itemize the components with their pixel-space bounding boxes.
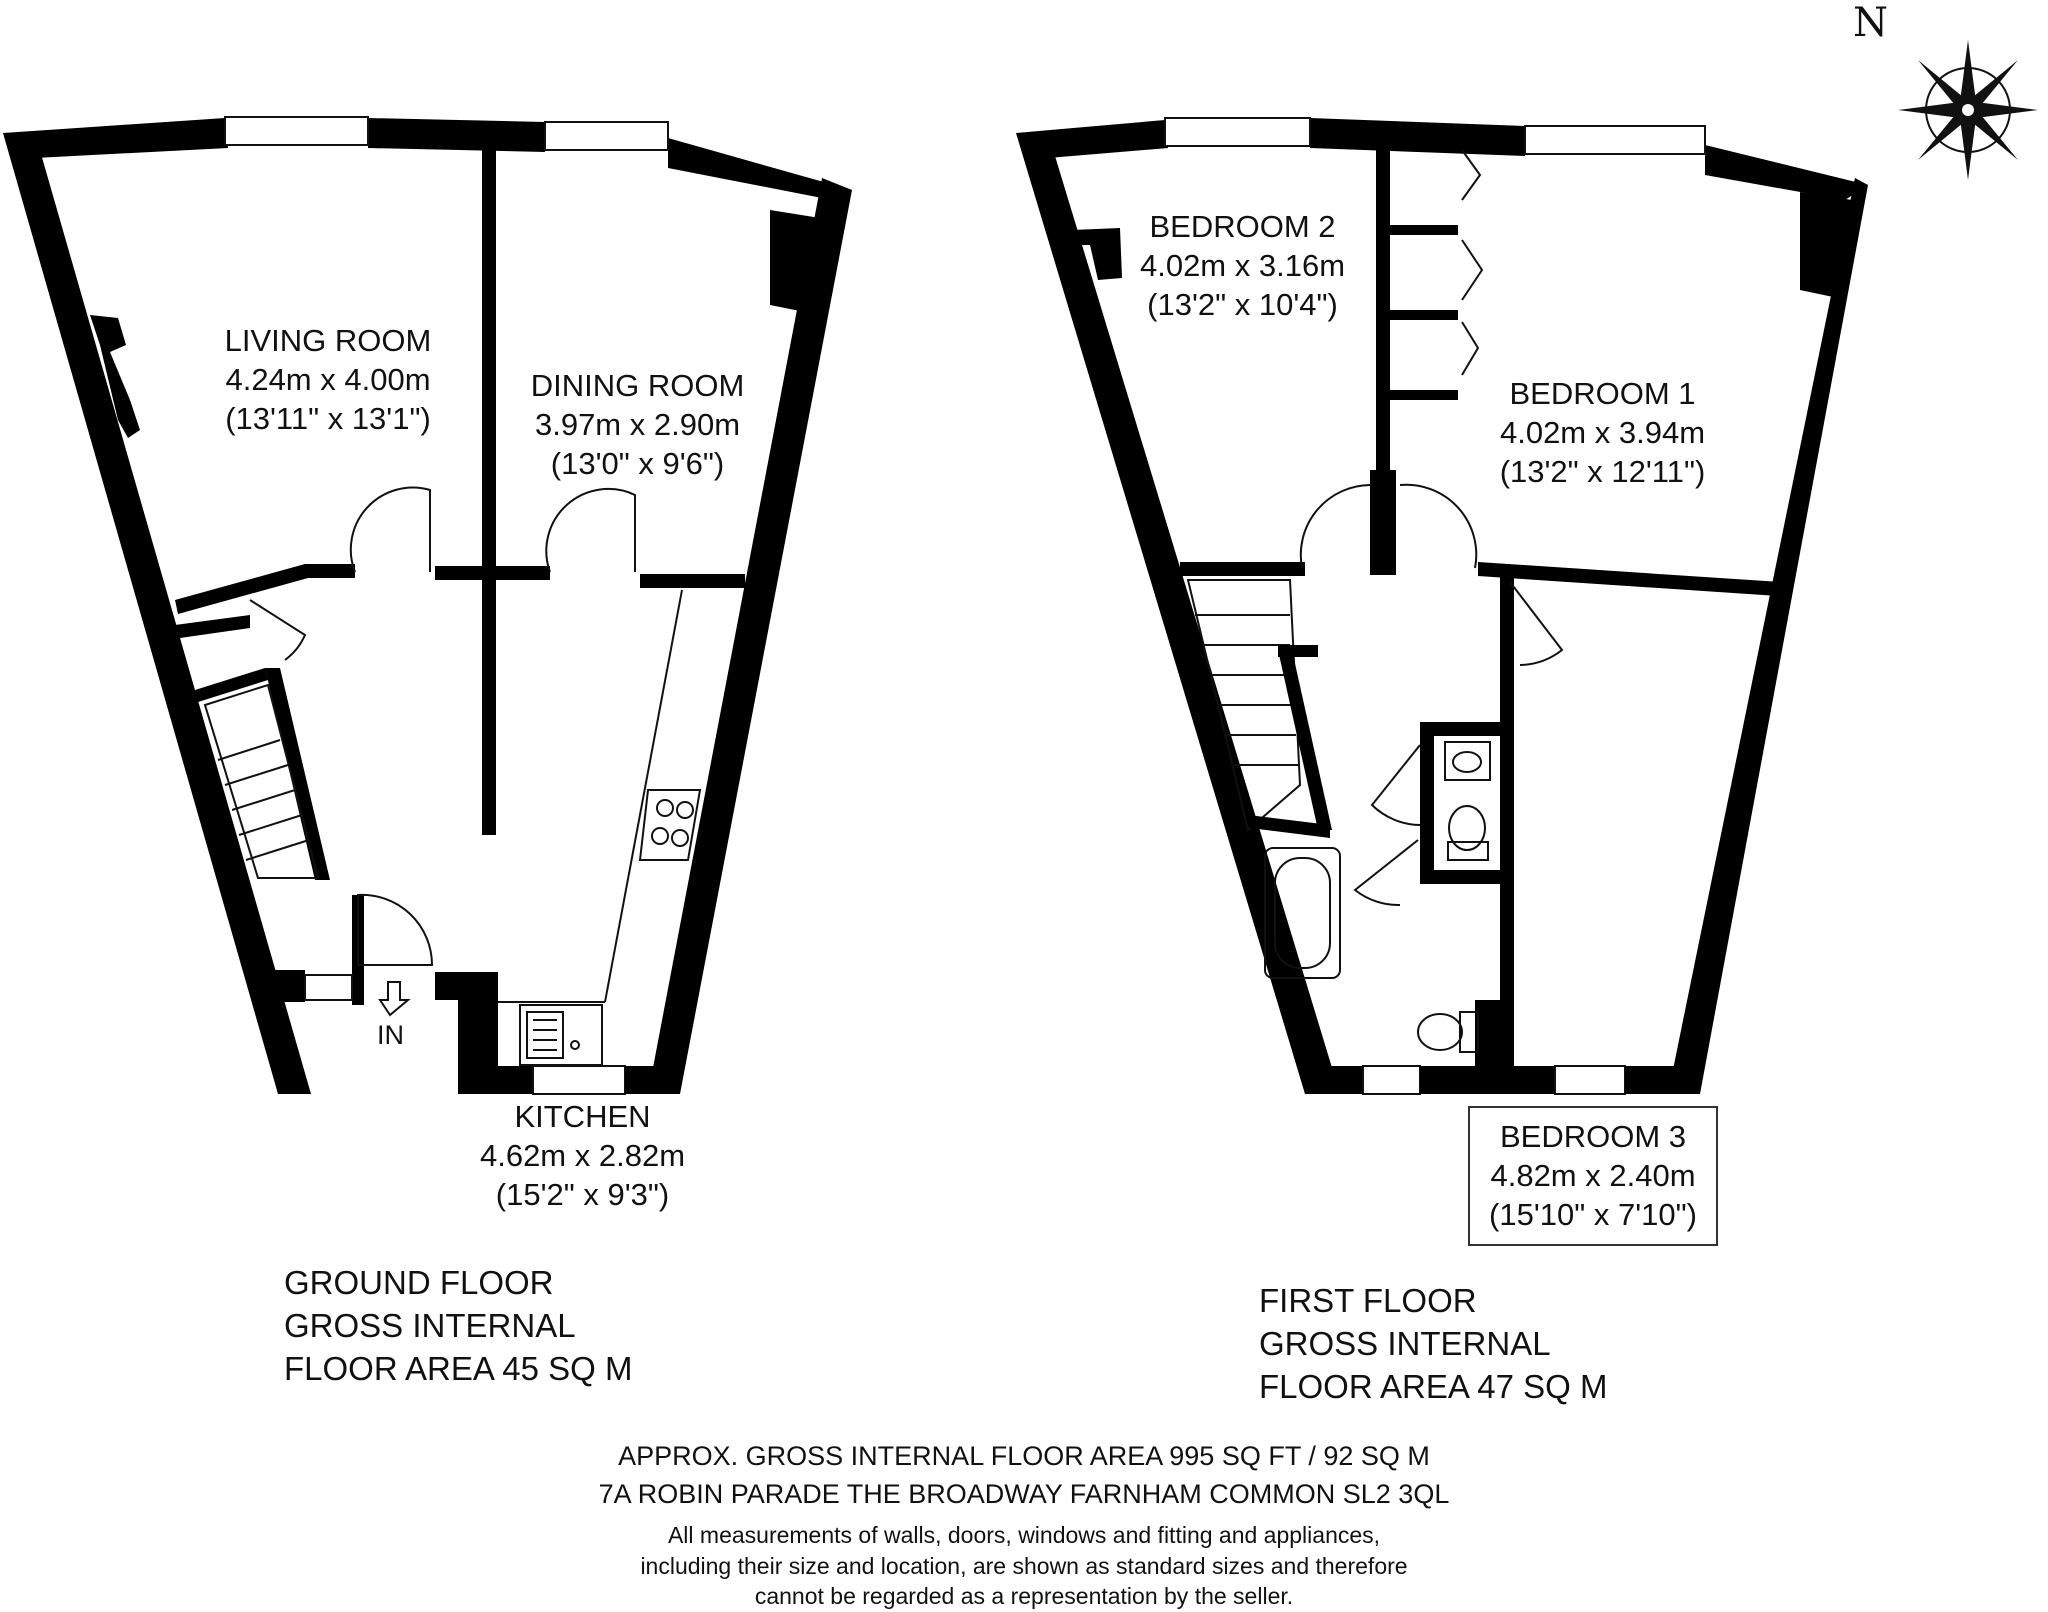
room-imperial: (13'0" x 9'6"): [550, 445, 725, 481]
gf-wall-hall-south: [265, 970, 305, 1002]
room-name: LIVING ROOM: [224, 323, 432, 358]
ff-window-bedroom1: [1525, 126, 1705, 154]
ff-door-bed3: [1510, 582, 1562, 665]
first-floor-area: [1259, 1280, 1607, 1409]
ff-wall-stair-side: [1278, 650, 1332, 830]
compass-rose-icon: [1898, 40, 2038, 180]
room-imperial: (13'2" x 10'4"): [1147, 286, 1338, 322]
disclaimer-line: All measurements of walls, doors, windows and fitting and appliances,: [667, 1522, 1381, 1548]
room-label-dining: [515, 367, 760, 483]
area-line: FLOOR AREA 45 SQ M: [284, 1349, 633, 1387]
area-line: GROUND FLOOR: [284, 1264, 554, 1301]
ff-window-bedroom2: [1165, 118, 1310, 146]
ff-wall-south-c: [1625, 1066, 1700, 1094]
disclaimer: [224, 1520, 1824, 1612]
entrance-arrow-icon: [380, 982, 408, 1015]
entrance-label: IN: [377, 1020, 404, 1050]
gf-wall-dining-south: [640, 574, 745, 588]
ff-wall-top-mid: [1310, 118, 1525, 156]
address-line: 7A ROBIN PARADE THE BROADWAY FARNHAM COMMON SL2 3QL: [598, 1479, 1450, 1509]
hob-icon: [640, 790, 700, 860]
room-imperial: (15'2" x 9'3"): [495, 1176, 670, 1212]
gf-door-front: [358, 895, 432, 965]
room-name: BEDROOM 2: [1149, 209, 1336, 244]
room-label-bedroom-3: [1468, 1106, 1718, 1246]
room-metric: 4.62m x 2.82m: [479, 1137, 686, 1173]
compass-north-label: N: [1853, 0, 1888, 46]
gf-door-living: [351, 488, 430, 572]
room-imperial: (13'11" x 13'1"): [225, 400, 431, 436]
ff-door-bed1: [1400, 485, 1476, 568]
room-name: KITCHEN: [514, 1099, 651, 1134]
room-imperial: (15'10" x 7'10"): [1489, 1196, 1697, 1232]
area-line: GROSS INTERNAL: [284, 1306, 576, 1344]
gf-window-dining: [545, 122, 668, 150]
gf-door-dining: [546, 489, 635, 572]
ff-wardrobe-div-3: [1388, 390, 1458, 400]
ff-door-bath: [1355, 840, 1418, 905]
ff-window-bedroom3: [1555, 1066, 1625, 1094]
ground-floor-area: [284, 1262, 632, 1391]
room-metric: 4.02m x 3.16m: [1139, 247, 1346, 283]
ff-wall-partition-b: [1370, 470, 1396, 575]
room-label-kitchen: [460, 1098, 705, 1214]
gf-door-closet: [250, 600, 305, 660]
toilet-icon: [1418, 1012, 1478, 1052]
gf-wall-top-mid: [368, 118, 545, 152]
ff-wardrobe-div-1: [1388, 225, 1458, 235]
disclaimer-line: including their size and location, are shown as standard sizes and therefore: [640, 1552, 1408, 1579]
ff-wall-bed2-south: [1180, 562, 1305, 576]
room-label-bedroom-2: [1125, 208, 1360, 324]
room-imperial: (13'2" x 12'11"): [1499, 453, 1706, 489]
room-metric: 4.82m x 2.40m: [1490, 1157, 1696, 1193]
ff-wall-right: [1668, 178, 1868, 1094]
ground-floor-plan: [3, 117, 852, 1094]
gf-window-kitchen: [533, 1066, 625, 1094]
area-line: FLOOR AREA 47 SQ M: [1259, 1367, 1608, 1405]
gf-wall-partition: [482, 145, 496, 835]
ff-wall-wc-west: [1420, 722, 1434, 884]
gf-window-living: [225, 117, 368, 145]
ff-door-wc: [1372, 745, 1420, 825]
ff-wall-bed3-west: [1500, 570, 1514, 1070]
ff-wardrobe-doors: [1462, 150, 1482, 375]
room-metric: 3.97m x 2.90m: [534, 406, 741, 442]
washbasin-icon: [1445, 742, 1490, 780]
area-line: FIRST FLOOR: [1259, 1282, 1477, 1319]
room-metric: 4.02m x 3.94m: [1499, 414, 1706, 450]
gf-wall-top-left: [3, 118, 228, 158]
gf-worktop-edge: [605, 590, 682, 1002]
gf-wall-closet: [175, 615, 250, 638]
room-metric: 4.24m x 4.00m: [225, 361, 431, 397]
ff-door-bed2: [1301, 485, 1370, 568]
disclaimer-line: cannot be regarded as a representation by the seller.: [754, 1583, 1294, 1610]
ff-wall-bed1-south: [1478, 562, 1780, 596]
gf-wall-stair-side: [265, 668, 330, 880]
sink-icon: [520, 1005, 602, 1065]
gf-wall-living-south-a: [175, 564, 355, 614]
gf-wall-living-south-b: [435, 566, 550, 580]
gf-window-hall: [305, 975, 352, 1000]
ff-window-bath: [1363, 1066, 1420, 1094]
room-name: BEDROOM 3: [1499, 1119, 1687, 1154]
ff-wardrobe-div-2: [1388, 310, 1458, 320]
room-label-living: [208, 322, 448, 438]
gf-wall-left: [3, 133, 311, 1094]
total-area-line: APPROX. GROSS INTERNAL FLOOR AREA 995 SQ FT / 92 SQ M: [618, 1441, 1430, 1471]
toilet-icon: [1448, 806, 1488, 860]
gf-wall-kitchen-south-a: [458, 1066, 533, 1094]
room-name: DINING ROOM: [530, 368, 745, 403]
ff-wall-south-b: [1420, 1066, 1555, 1094]
area-line: GROSS INTERNAL: [1259, 1324, 1551, 1362]
ff-wall-south-a: [1305, 1066, 1363, 1094]
gf-wall-entry-east: [435, 972, 495, 1000]
room-name: BEDROOM 1: [1509, 376, 1696, 411]
ff-wall-top-right: [1705, 145, 1868, 200]
room-label-bedroom-1: [1480, 375, 1725, 491]
gf-wall-kitchen-south-b: [625, 1066, 680, 1094]
gf-wall-top-right: [668, 138, 852, 198]
gf-wall-right: [648, 178, 852, 1094]
